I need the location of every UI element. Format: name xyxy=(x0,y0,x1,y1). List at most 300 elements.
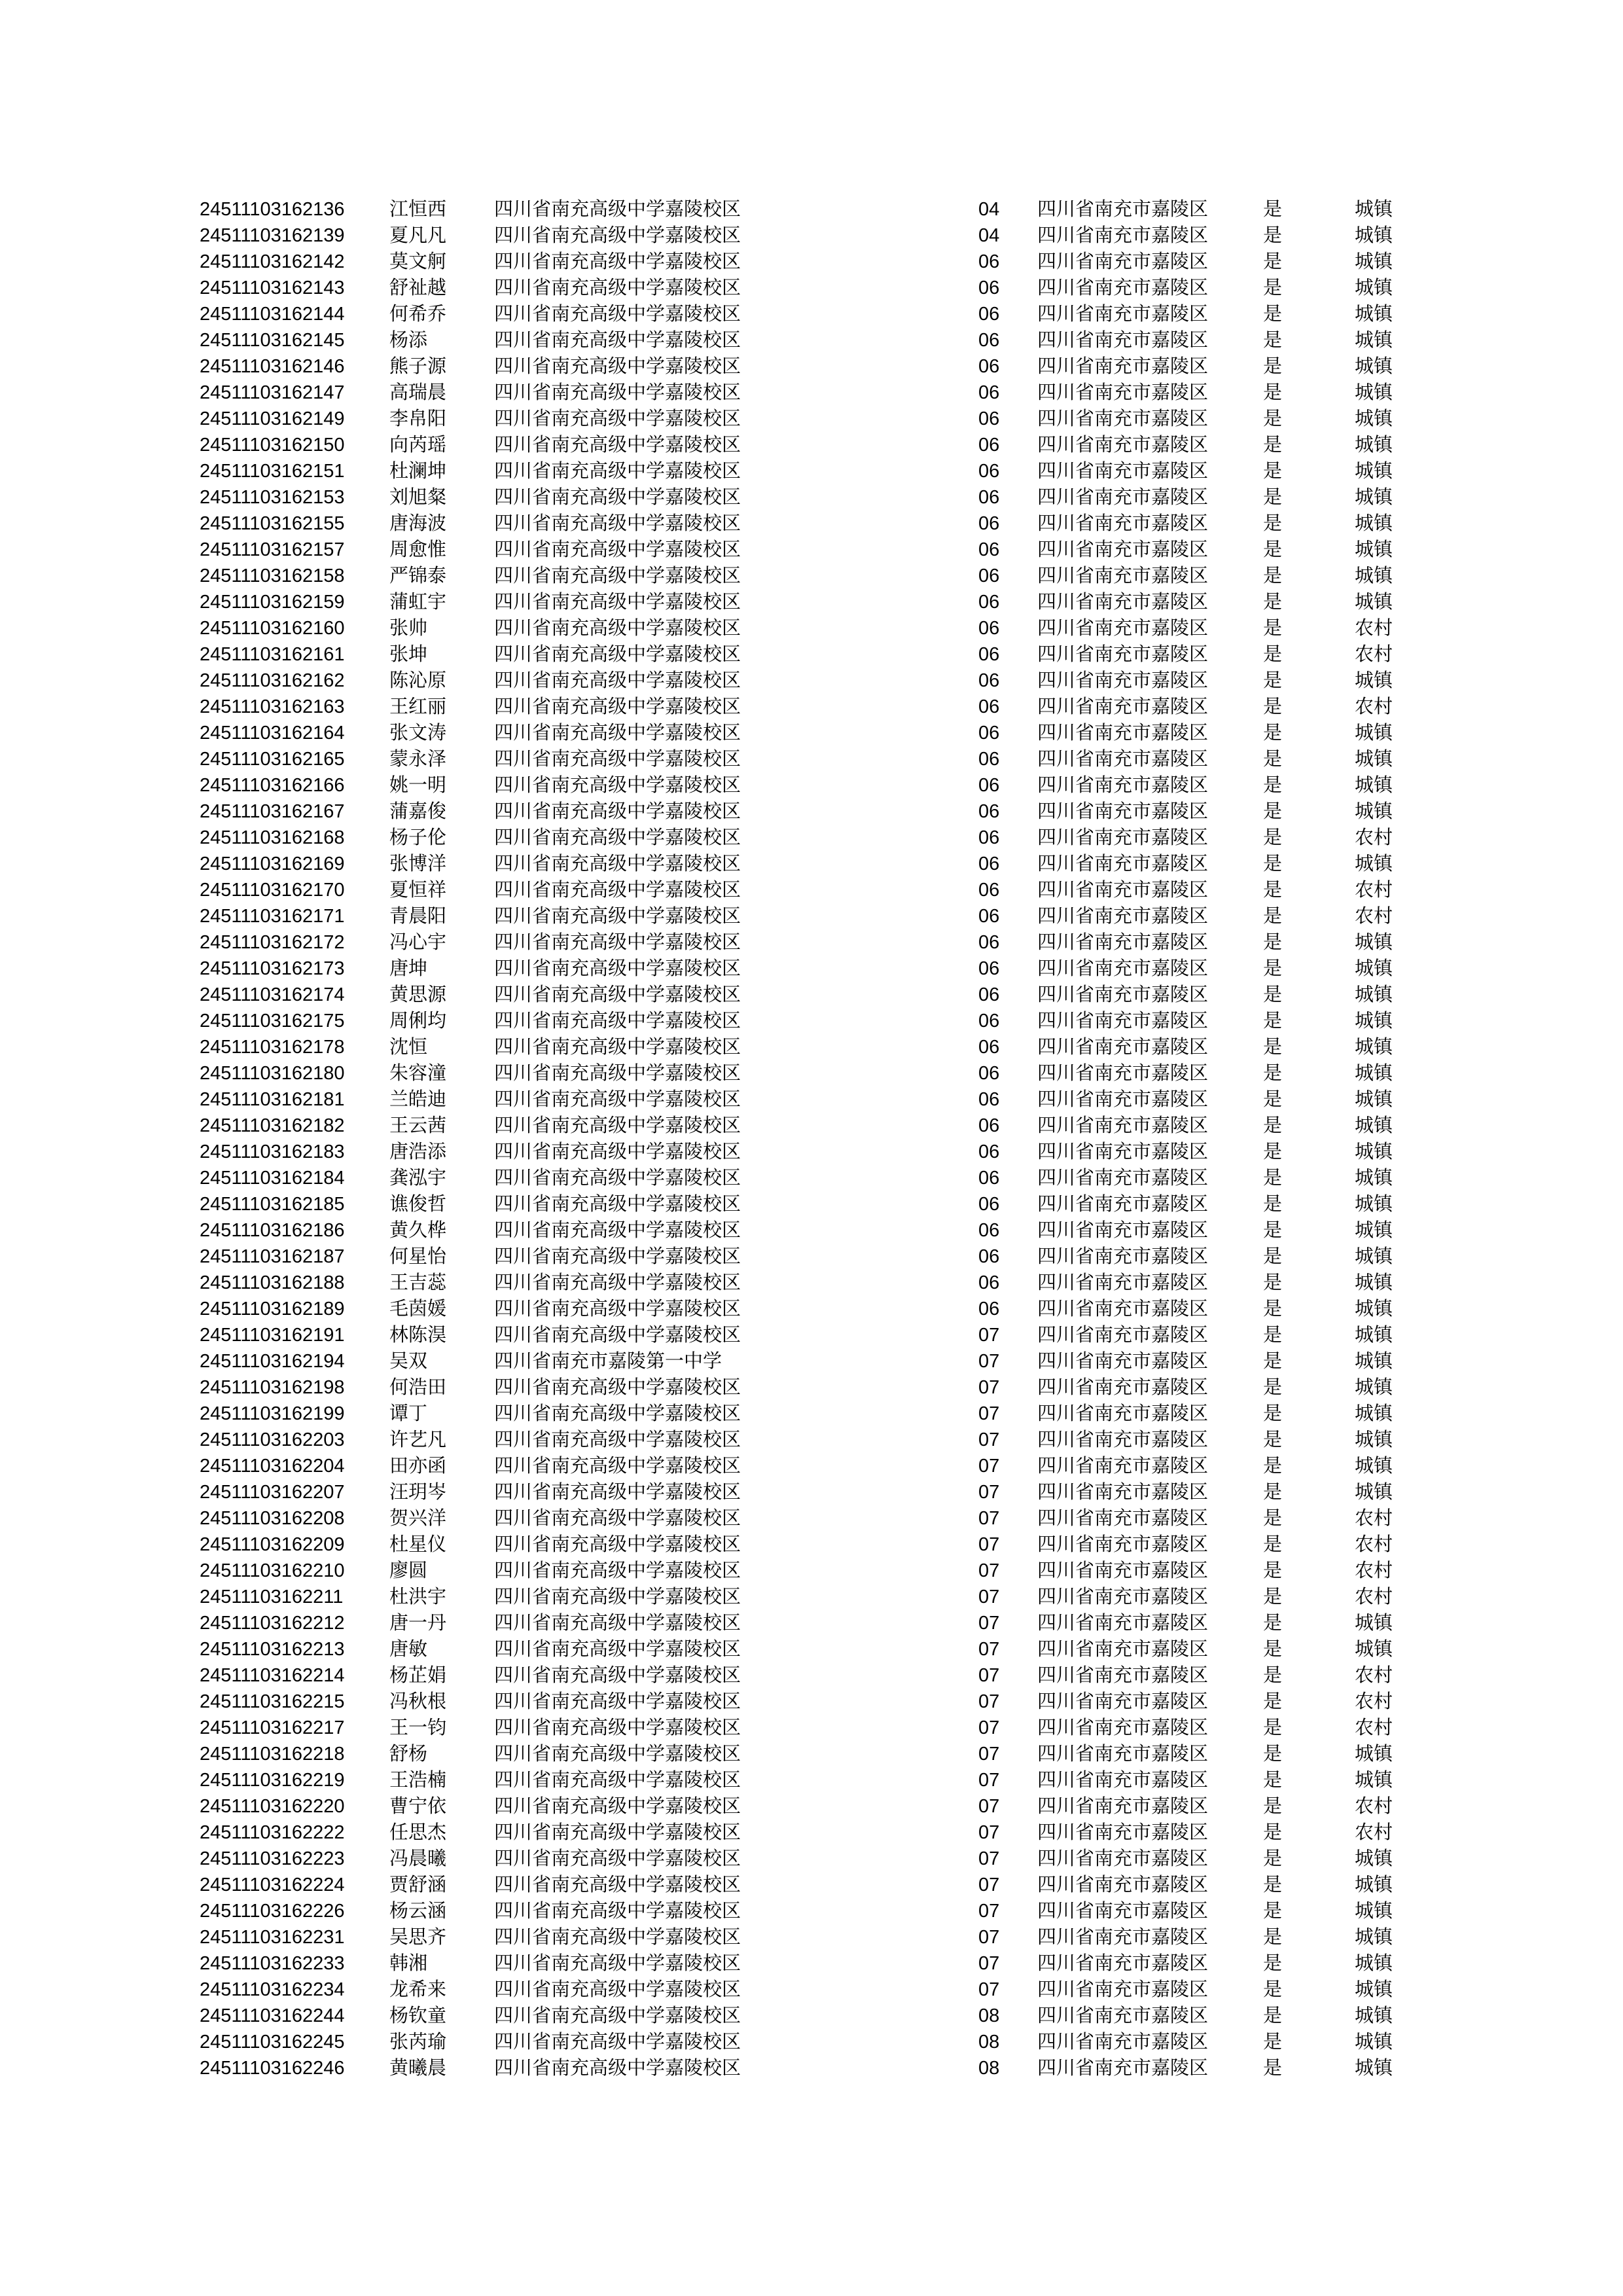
school-cell: 四川省南充高级中学嘉陵校区 xyxy=(494,382,741,403)
student-name-cell: 唐海波 xyxy=(389,513,447,534)
student-name-cell: 王云茜 xyxy=(389,1115,447,1136)
flag-cell: 是 xyxy=(1263,1848,1283,1869)
hukou-type-cell: 城镇 xyxy=(1355,1141,1393,1162)
student-id-cell: 24511103162158 xyxy=(200,565,345,586)
flag-cell: 是 xyxy=(1263,2032,1283,2053)
table-row xyxy=(200,694,1414,720)
flag-cell: 是 xyxy=(1263,2005,1283,2026)
region-cell: 四川省南充市嘉陵区 xyxy=(1037,1325,1209,1346)
school-cell: 四川省南充高级中学嘉陵校区 xyxy=(494,1168,741,1189)
school-cell: 四川省南充高级中学嘉陵校区 xyxy=(494,1482,741,1503)
region-cell: 四川省南充市嘉陵区 xyxy=(1037,1508,1209,1529)
roster-body xyxy=(200,196,1414,2081)
student-id-cell: 24511103162208 xyxy=(200,1508,345,1529)
hukou-type-cell: 城镇 xyxy=(1355,539,1393,560)
class-number-cell: 06 xyxy=(978,1246,1000,1267)
flag-cell: 是 xyxy=(1263,1927,1283,1948)
region-cell: 四川省南充市嘉陵区 xyxy=(1037,461,1209,482)
class-number-cell: 06 xyxy=(978,278,1000,298)
hukou-type-cell: 农村 xyxy=(1355,827,1393,848)
school-cell: 四川省南充高级中学嘉陵校区 xyxy=(494,644,741,665)
table-row xyxy=(200,1558,1414,1584)
region-cell: 四川省南充市嘉陵区 xyxy=(1037,723,1209,744)
table-row xyxy=(200,1139,1414,1165)
class-number-cell: 07 xyxy=(978,1874,1000,1895)
school-cell: 四川省南充高级中学嘉陵校区 xyxy=(494,1639,741,1660)
school-cell: 四川省南充高级中学嘉陵校区 xyxy=(494,539,741,560)
flag-cell: 是 xyxy=(1263,1639,1283,1660)
school-cell: 四川省南充高级中学嘉陵校区 xyxy=(494,958,741,979)
region-cell: 四川省南充市嘉陵区 xyxy=(1037,539,1209,560)
region-cell: 四川省南充市嘉陵区 xyxy=(1037,1141,1209,1162)
flag-cell: 是 xyxy=(1263,1822,1283,1843)
student-name-cell: 任思杰 xyxy=(389,1822,447,1843)
flag-cell: 是 xyxy=(1263,958,1283,979)
flag-cell: 是 xyxy=(1263,644,1283,665)
student-id-cell: 24511103162186 xyxy=(200,1220,345,1241)
class-number-cell: 06 xyxy=(978,304,1000,325)
student-name-cell: 蒲嘉俊 xyxy=(389,801,447,822)
school-cell: 四川省南充高级中学嘉陵校区 xyxy=(494,592,741,613)
school-cell: 四川省南充市嘉陵第一中学 xyxy=(494,1351,722,1372)
student-name-cell: 王红丽 xyxy=(389,696,447,717)
hukou-type-cell: 城镇 xyxy=(1355,435,1393,456)
flag-cell: 是 xyxy=(1263,330,1283,351)
student-name-cell: 向芮瑶 xyxy=(389,435,447,456)
table-row xyxy=(200,458,1414,484)
region-cell: 四川省南充市嘉陵区 xyxy=(1037,984,1209,1005)
class-number-cell: 06 xyxy=(978,435,1000,456)
school-cell: 四川省南充高级中学嘉陵校区 xyxy=(494,1770,741,1791)
student-name-cell: 莫文舸 xyxy=(389,251,447,272)
student-name-cell: 刘旭粲 xyxy=(389,487,447,508)
student-id-cell: 24511103162139 xyxy=(200,225,345,246)
class-number-cell: 06 xyxy=(978,330,1000,351)
table-row xyxy=(200,484,1414,511)
flag-cell: 是 xyxy=(1263,906,1283,927)
school-cell: 四川省南充高级中学嘉陵校区 xyxy=(494,1089,741,1110)
class-number-cell: 07 xyxy=(978,1482,1000,1503)
flag-cell: 是 xyxy=(1263,775,1283,796)
class-number-cell: 06 xyxy=(978,251,1000,272)
region-cell: 四川省南充市嘉陵区 xyxy=(1037,592,1209,613)
student-name-cell: 唐一丹 xyxy=(389,1613,447,1634)
student-name-cell: 毛茵媛 xyxy=(389,1299,447,1319)
student-name-cell: 田亦函 xyxy=(389,1456,447,1477)
class-number-cell: 07 xyxy=(978,1508,1000,1529)
table-row xyxy=(200,1165,1414,1191)
hukou-type-cell: 城镇 xyxy=(1355,749,1393,770)
school-cell: 四川省南充高级中学嘉陵校区 xyxy=(494,251,741,272)
student-id-cell: 24511103162198 xyxy=(200,1377,345,1398)
class-number-cell: 07 xyxy=(978,1534,1000,1555)
region-cell: 四川省南充市嘉陵区 xyxy=(1037,775,1209,796)
class-number-cell: 06 xyxy=(978,1089,1000,1110)
student-id-cell: 24511103162234 xyxy=(200,1979,345,2000)
table-row xyxy=(200,1872,1414,1898)
table-row xyxy=(200,798,1414,825)
table-row xyxy=(200,825,1414,851)
table-row xyxy=(200,1401,1414,1427)
region-cell: 四川省南充市嘉陵区 xyxy=(1037,1613,1209,1634)
hukou-type-cell: 农村 xyxy=(1355,1560,1393,1581)
student-name-cell: 冯秋根 xyxy=(389,1691,447,1712)
table-row xyxy=(200,1846,1414,1872)
student-name-cell: 杨子伦 xyxy=(389,827,447,848)
region-cell: 四川省南充市嘉陵区 xyxy=(1037,565,1209,586)
flag-cell: 是 xyxy=(1263,408,1283,429)
region-cell: 四川省南充市嘉陵区 xyxy=(1037,1953,1209,1974)
student-name-cell: 龙希来 xyxy=(389,1979,447,2000)
student-id-cell: 24511103162173 xyxy=(200,958,345,979)
student-name-cell: 黄曦晨 xyxy=(389,2058,447,2079)
flag-cell: 是 xyxy=(1263,1011,1283,1031)
region-cell: 四川省南充市嘉陵区 xyxy=(1037,1377,1209,1398)
class-number-cell: 06 xyxy=(978,670,1000,691)
student-id-cell: 24511103162150 xyxy=(200,435,345,456)
school-cell: 四川省南充高级中学嘉陵校区 xyxy=(494,1587,741,1607)
school-cell: 四川省南充高级中学嘉陵校区 xyxy=(494,1141,741,1162)
class-number-cell: 06 xyxy=(978,958,1000,979)
school-cell: 四川省南充高级中学嘉陵校区 xyxy=(494,1691,741,1712)
region-cell: 四川省南充市嘉陵区 xyxy=(1037,513,1209,534)
student-id-cell: 24511103162180 xyxy=(200,1063,345,1084)
region-cell: 四川省南充市嘉陵区 xyxy=(1037,225,1209,246)
school-cell: 四川省南充高级中学嘉陵校区 xyxy=(494,1744,741,1765)
student-id-cell: 24511103162223 xyxy=(200,1848,345,1869)
hukou-type-cell: 农村 xyxy=(1355,880,1393,901)
hukou-type-cell: 城镇 xyxy=(1355,225,1393,246)
student-id-cell: 24511103162199 xyxy=(200,1403,345,1424)
class-number-cell: 06 xyxy=(978,906,1000,927)
table-row xyxy=(200,301,1414,327)
flag-cell: 是 xyxy=(1263,565,1283,586)
flag-cell: 是 xyxy=(1263,1560,1283,1581)
region-cell: 四川省南充市嘉陵区 xyxy=(1037,1639,1209,1660)
table-row xyxy=(200,877,1414,903)
table-row xyxy=(200,1244,1414,1270)
flag-cell: 是 xyxy=(1263,1351,1283,1372)
hukou-type-cell: 农村 xyxy=(1355,696,1393,717)
hukou-type-cell: 农村 xyxy=(1355,1717,1393,1738)
table-row xyxy=(200,353,1414,380)
region-cell: 四川省南充市嘉陵区 xyxy=(1037,1272,1209,1293)
flag-cell: 是 xyxy=(1263,1037,1283,1058)
student-name-cell: 杜星仪 xyxy=(389,1534,447,1555)
student-id-cell: 24511103162231 xyxy=(200,1927,345,1948)
table-row xyxy=(200,1479,1414,1505)
student-name-cell: 高瑞晨 xyxy=(389,382,447,403)
hukou-type-cell: 城镇 xyxy=(1355,1325,1393,1346)
hukou-type-cell: 城镇 xyxy=(1355,278,1393,298)
school-cell: 四川省南充高级中学嘉陵校区 xyxy=(494,278,741,298)
table-row xyxy=(200,1322,1414,1348)
student-id-cell: 24511103162151 xyxy=(200,461,345,482)
class-number-cell: 06 xyxy=(978,775,1000,796)
school-cell: 四川省南充高级中学嘉陵校区 xyxy=(494,827,741,848)
class-number-cell: 06 xyxy=(978,644,1000,665)
school-cell: 四川省南充高级中学嘉陵校区 xyxy=(494,1429,741,1450)
student-name-cell: 何浩田 xyxy=(389,1377,447,1398)
school-cell: 四川省南充高级中学嘉陵校区 xyxy=(494,1115,741,1136)
school-cell: 四川省南充高级中学嘉陵校区 xyxy=(494,1534,741,1555)
region-cell: 四川省南充市嘉陵区 xyxy=(1037,1220,1209,1241)
class-number-cell: 07 xyxy=(978,1560,1000,1581)
region-cell: 四川省南充市嘉陵区 xyxy=(1037,958,1209,979)
flag-cell: 是 xyxy=(1263,932,1283,953)
flag-cell: 是 xyxy=(1263,539,1283,560)
flag-cell: 是 xyxy=(1263,1194,1283,1215)
student-id-cell: 24511103162136 xyxy=(200,199,345,220)
class-number-cell: 06 xyxy=(978,408,1000,429)
table-row xyxy=(200,1662,1414,1689)
school-cell: 四川省南充高级中学嘉陵校区 xyxy=(494,304,741,325)
flag-cell: 是 xyxy=(1263,1665,1283,1686)
table-row xyxy=(200,1348,1414,1374)
student-id-cell: 24511103162166 xyxy=(200,775,345,796)
region-cell: 四川省南充市嘉陵区 xyxy=(1037,1429,1209,1450)
student-id-cell: 24511103162226 xyxy=(200,1901,345,1922)
flag-cell: 是 xyxy=(1263,618,1283,639)
table-row xyxy=(200,929,1414,956)
student-name-cell: 吴双 xyxy=(389,1351,428,1372)
flag-cell: 是 xyxy=(1263,1587,1283,1607)
class-number-cell: 06 xyxy=(978,984,1000,1005)
hukou-type-cell: 城镇 xyxy=(1355,1429,1393,1450)
student-id-cell: 24511103162222 xyxy=(200,1822,345,1843)
flag-cell: 是 xyxy=(1263,487,1283,508)
region-cell: 四川省南充市嘉陵区 xyxy=(1037,1770,1209,1791)
table-row xyxy=(200,1532,1414,1558)
hukou-type-cell: 农村 xyxy=(1355,1508,1393,1529)
student-name-cell: 周俐均 xyxy=(389,1011,447,1031)
region-cell: 四川省南充市嘉陵区 xyxy=(1037,801,1209,822)
student-name-cell: 舒杨 xyxy=(389,1744,428,1765)
flag-cell: 是 xyxy=(1263,1403,1283,1424)
flag-cell: 是 xyxy=(1263,356,1283,377)
hukou-type-cell: 城镇 xyxy=(1355,2032,1393,2053)
hukou-type-cell: 城镇 xyxy=(1355,304,1393,325)
flag-cell: 是 xyxy=(1263,592,1283,613)
flag-cell: 是 xyxy=(1263,1691,1283,1712)
student-id-cell: 24511103162169 xyxy=(200,853,345,874)
school-cell: 四川省南充高级中学嘉陵校区 xyxy=(494,1508,741,1529)
class-number-cell: 06 xyxy=(978,1194,1000,1215)
hukou-type-cell: 城镇 xyxy=(1355,1194,1393,1215)
region-cell: 四川省南充市嘉陵区 xyxy=(1037,1534,1209,1555)
hukou-type-cell: 城镇 xyxy=(1355,984,1393,1005)
class-number-cell: 07 xyxy=(978,1377,1000,1398)
school-cell: 四川省南充高级中学嘉陵校区 xyxy=(494,1874,741,1895)
student-name-cell: 王吉蕊 xyxy=(389,1272,447,1293)
class-number-cell: 06 xyxy=(978,880,1000,901)
table-row xyxy=(200,668,1414,694)
class-number-cell: 07 xyxy=(978,1953,1000,1974)
student-name-cell: 夏凡凡 xyxy=(389,225,447,246)
student-id-cell: 24511103162220 xyxy=(200,1796,345,1817)
class-number-cell: 08 xyxy=(978,2058,1000,2079)
student-name-cell: 蒲虹宇 xyxy=(389,592,447,613)
hukou-type-cell: 农村 xyxy=(1355,1534,1393,1555)
hukou-type-cell: 城镇 xyxy=(1355,1377,1393,1398)
school-cell: 四川省南充高级中学嘉陵校区 xyxy=(494,330,741,351)
region-cell: 四川省南充市嘉陵区 xyxy=(1037,1089,1209,1110)
region-cell: 四川省南充市嘉陵区 xyxy=(1037,408,1209,429)
hukou-type-cell: 城镇 xyxy=(1355,1953,1393,1974)
school-cell: 四川省南充高级中学嘉陵校区 xyxy=(494,1927,741,1948)
school-cell: 四川省南充高级中学嘉陵校区 xyxy=(494,1848,741,1869)
flag-cell: 是 xyxy=(1263,696,1283,717)
school-cell: 四川省南充高级中学嘉陵校区 xyxy=(494,775,741,796)
school-cell: 四川省南充高级中学嘉陵校区 xyxy=(494,1822,741,1843)
class-number-cell: 07 xyxy=(978,1665,1000,1686)
flag-cell: 是 xyxy=(1263,1325,1283,1346)
table-row xyxy=(200,563,1414,589)
class-number-cell: 08 xyxy=(978,2032,1000,2053)
table-row xyxy=(200,1924,1414,1950)
table-row xyxy=(200,249,1414,275)
region-cell: 四川省南充市嘉陵区 xyxy=(1037,1560,1209,1581)
hukou-type-cell: 城镇 xyxy=(1355,1351,1393,1372)
student-name-cell: 张文涛 xyxy=(389,723,447,744)
flag-cell: 是 xyxy=(1263,1456,1283,1477)
table-row xyxy=(200,641,1414,668)
student-id-cell: 24511103162210 xyxy=(200,1560,345,1581)
student-name-cell: 张博洋 xyxy=(389,853,447,874)
student-name-cell: 王浩楠 xyxy=(389,1770,447,1791)
student-id-cell: 24511103162178 xyxy=(200,1037,345,1058)
student-id-cell: 24511103162246 xyxy=(200,2058,345,2079)
hukou-type-cell: 城镇 xyxy=(1355,1089,1393,1110)
class-number-cell: 06 xyxy=(978,696,1000,717)
hukou-type-cell: 城镇 xyxy=(1355,1168,1393,1189)
student-roster-table xyxy=(200,196,1414,2081)
class-number-cell: 06 xyxy=(978,356,1000,377)
hukou-type-cell: 城镇 xyxy=(1355,723,1393,744)
hukou-type-cell: 城镇 xyxy=(1355,801,1393,822)
hukou-type-cell: 城镇 xyxy=(1355,330,1393,351)
table-row xyxy=(200,1950,1414,1977)
student-id-cell: 24511103162171 xyxy=(200,906,345,927)
student-id-cell: 24511103162194 xyxy=(200,1351,345,1372)
student-id-cell: 24511103162146 xyxy=(200,356,345,377)
student-id-cell: 24511103162143 xyxy=(200,278,345,298)
student-id-cell: 24511103162245 xyxy=(200,2032,345,2053)
table-row xyxy=(200,720,1414,746)
student-id-cell: 24511103162161 xyxy=(200,644,345,665)
student-id-cell: 24511103162147 xyxy=(200,382,345,403)
class-number-cell: 07 xyxy=(978,1796,1000,1817)
hukou-type-cell: 城镇 xyxy=(1355,251,1393,272)
school-cell: 四川省南充高级中学嘉陵校区 xyxy=(494,356,741,377)
student-id-cell: 24511103162162 xyxy=(200,670,345,691)
class-number-cell: 07 xyxy=(978,1848,1000,1869)
school-cell: 四川省南充高级中学嘉陵校区 xyxy=(494,1325,741,1346)
table-row xyxy=(200,380,1414,406)
flag-cell: 是 xyxy=(1263,1377,1283,1398)
student-name-cell: 何星怡 xyxy=(389,1246,447,1267)
class-number-cell: 06 xyxy=(978,827,1000,848)
hukou-type-cell: 城镇 xyxy=(1355,199,1393,220)
flag-cell: 是 xyxy=(1263,749,1283,770)
student-name-cell: 冯心宇 xyxy=(389,932,447,953)
class-number-cell: 06 xyxy=(978,592,1000,613)
region-cell: 四川省南充市嘉陵区 xyxy=(1037,1691,1209,1712)
student-id-cell: 24511103162164 xyxy=(200,723,345,744)
class-number-cell: 06 xyxy=(978,1141,1000,1162)
table-row xyxy=(200,537,1414,563)
student-name-cell: 朱容潼 xyxy=(389,1063,447,1084)
class-number-cell: 07 xyxy=(978,1691,1000,1712)
hukou-type-cell: 城镇 xyxy=(1355,2058,1393,2079)
flag-cell: 是 xyxy=(1263,382,1283,403)
region-cell: 四川省南充市嘉陵区 xyxy=(1037,1011,1209,1031)
hukou-type-cell: 城镇 xyxy=(1355,775,1393,796)
hukou-type-cell: 城镇 xyxy=(1355,1456,1393,1477)
table-row xyxy=(200,772,1414,798)
hukou-type-cell: 城镇 xyxy=(1355,670,1393,691)
student-name-cell: 谭丁 xyxy=(389,1403,428,1424)
flag-cell: 是 xyxy=(1263,1796,1283,1817)
school-cell: 四川省南充高级中学嘉陵校区 xyxy=(494,1194,741,1215)
student-name-cell: 周愈惟 xyxy=(389,539,447,560)
student-name-cell: 杨云涵 xyxy=(389,1901,447,1922)
school-cell: 四川省南充高级中学嘉陵校区 xyxy=(494,2005,741,2026)
class-number-cell: 06 xyxy=(978,1037,1000,1058)
region-cell: 四川省南充市嘉陵区 xyxy=(1037,1246,1209,1267)
student-id-cell: 24511103162189 xyxy=(200,1299,345,1319)
student-id-cell: 24511103162191 xyxy=(200,1325,345,1346)
student-id-cell: 24511103162218 xyxy=(200,1744,345,1765)
student-name-cell: 黄久桦 xyxy=(389,1220,447,1241)
student-name-cell: 贾舒涵 xyxy=(389,1874,447,1895)
student-id-cell: 24511103162149 xyxy=(200,408,345,429)
region-cell: 四川省南充市嘉陵区 xyxy=(1037,251,1209,272)
class-number-cell: 06 xyxy=(978,1115,1000,1136)
class-number-cell: 06 xyxy=(978,1272,1000,1293)
region-cell: 四川省南充市嘉陵区 xyxy=(1037,2032,1209,2053)
region-cell: 四川省南充市嘉陵区 xyxy=(1037,1927,1209,1948)
class-number-cell: 07 xyxy=(978,1927,1000,1948)
table-row xyxy=(200,432,1414,458)
flag-cell: 是 xyxy=(1263,1901,1283,1922)
table-row xyxy=(200,1453,1414,1479)
class-number-cell: 07 xyxy=(978,1351,1000,1372)
student-id-cell: 24511103162142 xyxy=(200,251,345,272)
hukou-type-cell: 城镇 xyxy=(1355,1063,1393,1084)
student-name-cell: 青晨阳 xyxy=(389,906,447,927)
student-name-cell: 杨芷娟 xyxy=(389,1665,447,1686)
hukou-type-cell: 城镇 xyxy=(1355,1979,1393,2000)
table-row xyxy=(200,1296,1414,1322)
table-row xyxy=(200,956,1414,982)
flag-cell: 是 xyxy=(1263,1874,1283,1895)
region-cell: 四川省南充市嘉陵区 xyxy=(1037,1037,1209,1058)
student-name-cell: 杨添 xyxy=(389,330,428,351)
student-id-cell: 24511103162244 xyxy=(200,2005,345,2026)
flag-cell: 是 xyxy=(1263,880,1283,901)
hukou-type-cell: 农村 xyxy=(1355,1822,1393,1843)
student-id-cell: 24511103162215 xyxy=(200,1691,345,1712)
school-cell: 四川省南充高级中学嘉陵校区 xyxy=(494,1717,741,1738)
student-name-cell: 龚泓宇 xyxy=(389,1168,447,1189)
student-name-cell: 舒祉越 xyxy=(389,278,447,298)
student-id-cell: 24511103162168 xyxy=(200,827,345,848)
student-id-cell: 24511103162203 xyxy=(200,1429,345,1450)
student-name-cell: 蒙永泽 xyxy=(389,749,447,770)
region-cell: 四川省南充市嘉陵区 xyxy=(1037,853,1209,874)
flag-cell: 是 xyxy=(1263,1089,1283,1110)
